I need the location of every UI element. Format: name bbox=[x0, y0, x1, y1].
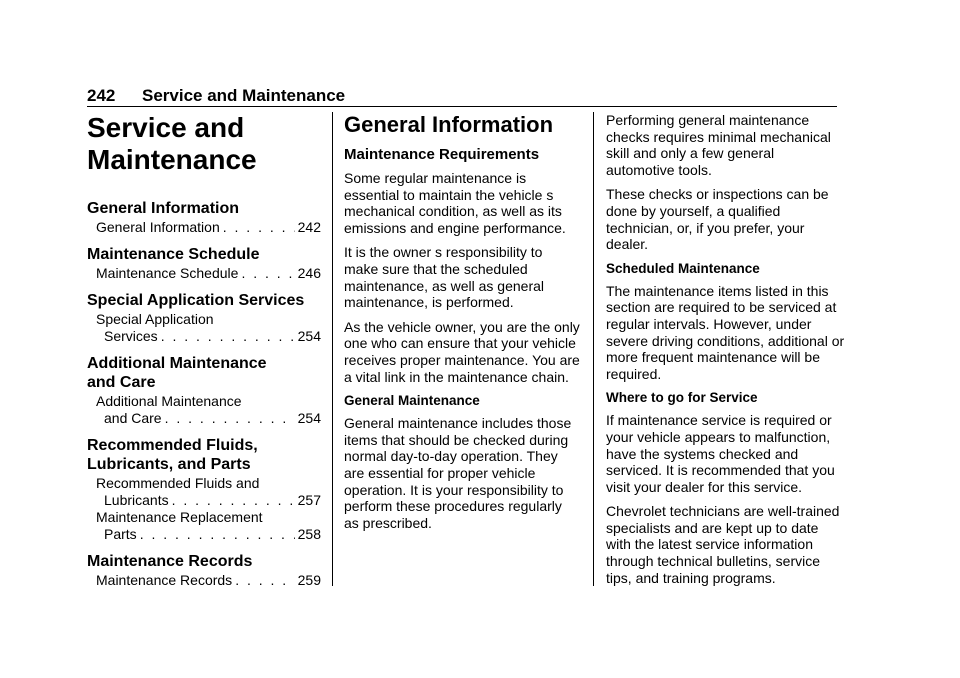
toc-heading: and Care bbox=[87, 374, 156, 391]
run-in-heading: Scheduled Maintenance bbox=[606, 260, 760, 276]
toc-heading: Maintenance Schedule bbox=[87, 246, 260, 263]
body-paragraph: If maintenance service is required or your vehicle appears to malfunction, have the systems checked and serviced. It is recommended that you visit your dealer for this service. bbox=[606, 412, 835, 495]
body-paragraph: As the vehicle owner, you are the only one who can ensure that your vehicle receives proper maintenance. You are a vital link in the maintenance chain. bbox=[344, 318, 580, 385]
page-number: 242 bbox=[87, 86, 116, 105]
header-rule bbox=[87, 106, 837, 107]
chapter-title bbox=[87, 112, 321, 176]
section-title: General Information bbox=[344, 112, 554, 137]
toc-entry-label: Additional Maintenance bbox=[96, 393, 242, 409]
general-information-column bbox=[344, 112, 580, 539]
toc-heading: Additional Maintenance bbox=[87, 355, 267, 372]
toc-page-number: 254 bbox=[297, 410, 321, 426]
run-in-heading: General Maintenance bbox=[344, 393, 480, 409]
maintenance-details-column bbox=[606, 112, 846, 594]
toc-entry-label: and Care bbox=[104, 410, 162, 426]
toc-entry-label: Maintenance Schedule bbox=[96, 265, 239, 281]
column-divider-2 bbox=[593, 112, 594, 586]
toc-entry[interactable] bbox=[96, 475, 321, 509]
toc-entry[interactable] bbox=[96, 265, 321, 282]
toc-heading: Recommended Fluids, bbox=[87, 437, 258, 454]
toc-entry-label: Maintenance Records bbox=[96, 572, 233, 588]
toc-entry[interactable] bbox=[96, 219, 321, 236]
toc-entry-label: General Information bbox=[96, 219, 220, 235]
toc-entry[interactable] bbox=[96, 393, 321, 427]
toc-entry-label: Parts bbox=[104, 526, 137, 542]
toc-page-number: 257 bbox=[297, 492, 321, 508]
body-paragraph: The maintenance items listed in this section are required to be serviced at regular intervals. However, under severe driving conditions, additional or more frequent maintenance will be required. bbox=[606, 282, 845, 382]
toc-page-number: 242 bbox=[297, 219, 321, 235]
toc-entry-label: Services bbox=[104, 328, 158, 344]
toc-section-special-application-services bbox=[87, 292, 321, 345]
running-title: Service and Maintenance bbox=[142, 86, 346, 105]
body-paragraph: It is the owner s responsibility to make sure that the scheduled maintenance, as well as general maintenance, is performed. bbox=[344, 244, 545, 311]
column-divider-1 bbox=[332, 112, 333, 586]
subsection-title: Maintenance Requirements bbox=[344, 146, 540, 163]
chapter-title-line: Maintenance bbox=[87, 144, 257, 175]
toc-heading: Special Application Services bbox=[87, 292, 305, 309]
toc-entry[interactable] bbox=[96, 572, 321, 589]
toc-heading: General Information bbox=[87, 200, 240, 217]
toc-entry-label: Maintenance Replacement bbox=[96, 509, 263, 525]
toc-entry[interactable] bbox=[96, 509, 321, 543]
toc-page-number: 246 bbox=[297, 265, 321, 281]
run-in-heading: Where to go for Service bbox=[606, 390, 758, 406]
toc-section-recommended-fluids bbox=[87, 437, 321, 543]
chapter-title-line: Service and bbox=[87, 112, 245, 143]
toc-section-general-information bbox=[87, 200, 321, 236]
toc-entry-label: Special Application bbox=[96, 311, 214, 327]
toc-entry-label: Recommended Fluids and bbox=[96, 475, 260, 491]
toc-section-maintenance-records bbox=[87, 553, 321, 589]
body-paragraph: General maintenance includes those items that should be checked during normal day-to-day operation. They are essential for proper vehicle operation. It is your responsibility to perform these procedures regularly as prescribed. bbox=[344, 415, 572, 531]
toc-section-maintenance-schedule bbox=[87, 246, 321, 282]
toc-page-number: 254 bbox=[297, 328, 321, 344]
body-paragraph: Chevrolet technicians are well-trained specialists and are kept up to date with the latest service information through technical bulletins, service tips, and training programs. bbox=[606, 503, 840, 586]
toc-heading: Lubricants, and Parts bbox=[87, 456, 251, 473]
toc-entry-label: Lubricants bbox=[104, 492, 169, 508]
body-paragraph: These checks or inspections can be done by yourself, a qualified technician, or, if you prefer, your dealer. bbox=[606, 186, 829, 253]
toc-section-additional-maintenance bbox=[87, 355, 321, 427]
toc-page-number: 259 bbox=[297, 572, 321, 588]
page-header bbox=[87, 86, 837, 106]
toc-page-number: 258 bbox=[297, 526, 321, 542]
toc-column bbox=[87, 112, 321, 599]
body-paragraph: Performing general maintenance checks requires minimal mechanical skill and only a few general automotive tools. bbox=[606, 112, 831, 178]
toc-heading: Maintenance Records bbox=[87, 553, 253, 570]
body-paragraph: Some regular maintenance is essential to maintain the vehicle s mechanical condition, as well as its emissions and engine performance. bbox=[344, 170, 566, 236]
toc-entry[interactable] bbox=[96, 311, 321, 345]
